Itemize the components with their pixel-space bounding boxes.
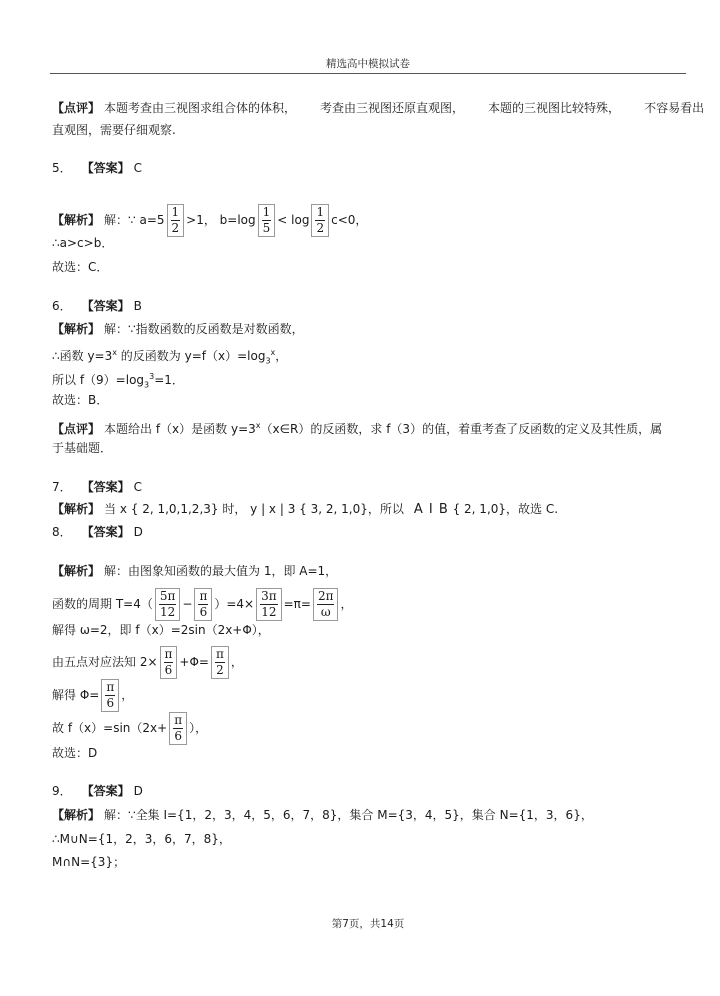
q8-analysis-line3: 解得 ω=2，即 f（x）=2sin（2x+Φ）， (52, 623, 270, 637)
fraction: $\frac{\pi}{6}$ (160, 646, 178, 679)
q6-analysis-line2: ∴函数 $y=3^x$ 的反函数为 $y=f(x)=\log_3^x$， (52, 348, 288, 366)
analysis-tag: 【解析】 (52, 502, 101, 516)
answer-tag: 【答案】 (81, 480, 130, 494)
q5-analysis-line3: 故选：C． (52, 260, 109, 274)
q6-comment-line2: 于基础题． (52, 441, 113, 455)
q5-answer-line: 5． 【答案】 C (52, 161, 143, 175)
q9-answer: D (133, 784, 143, 798)
q7-answer-line: 7． 【答案】 C (52, 480, 143, 494)
q6-comment-line1: 【点评】 本题给出 f（x）是函数 $y=3^x(x\in R)$的反函数，求 f（3）的值，着重考查了反函数的定义及其性质，属 (52, 421, 663, 436)
analysis-tag: 【解析】 (52, 213, 101, 227)
fraction: $\frac{2\pi}{\omega}$ (313, 588, 339, 621)
header-divider (50, 73, 686, 74)
analysis-tag: 【解析】 (52, 564, 101, 578)
q8-analysis-line7: 故选：D (52, 746, 98, 760)
answer-tag: 【答案】 (81, 299, 130, 313)
q8-analysis-line6: 故 f（x）=sin（2x+ $\frac{\pi}{6}$ ）， (52, 713, 208, 743)
q8-analysis-line2: 函数的周期 T=4（ $\frac{5\pi}{12}$ − $\frac{\pi}{6}$ ）=4× $\frac{3\pi}{12}$ =π= $\frac{2\pi}{\omega}$ ， (52, 589, 353, 619)
fraction: $\frac{1}{5}$ (258, 204, 276, 237)
fraction: $\frac{1}{2}$ (167, 204, 185, 237)
comment-tag: 【点评】 (52, 101, 101, 115)
q9-analysis-line1: 【解析】 解：∵全集 I={1，2，3，4，5，6，7，8}，集合 M={3，4，5}，集合 N={1，3，6}， (52, 808, 593, 822)
q9-answer-line: 9． 【答案】 D (52, 784, 143, 798)
page-header: 精选高中模拟试卷 (326, 58, 410, 70)
q7-analysis-line: 【解析】 当 x { 2, 1,0,1,2,3} 时， y | x | 3 { 3, 2, 1,0}，所以 A I B { 2, 1,0}，故选 C. (52, 502, 559, 517)
answer-tag: 【答案】 (81, 161, 130, 175)
q5-answer: C (133, 161, 143, 175)
q4-comment-line2: 直观图，需要仔细观察. (52, 123, 176, 137)
q6-analysis-line4: 故选：B． (52, 393, 109, 407)
fraction: $\frac{\pi}{6}$ (194, 588, 212, 621)
fraction: $\frac{\pi}{2}$ (211, 646, 229, 679)
analysis-tag: 【解析】 (52, 322, 101, 336)
fraction: $\frac{\pi}{6}$ (169, 712, 187, 745)
comment-tag: 【点评】 (52, 422, 101, 436)
q7-answer: C (133, 480, 143, 494)
q6-analysis-line1: 【解析】 解：∵指数函数的反函数是对数函数， (52, 322, 304, 336)
fraction: $\frac{3\pi}{12}$ (256, 588, 282, 621)
q5-analysis-line1: 【解析】 解：∵ a=5 $\frac{1}{2}$ >1， b=log $\frac{1}{5}$ < log $\frac{1}{2}$ c<0， (52, 205, 368, 235)
q6-analysis-line3: 所以 $f(9)=\log_3^3=1$． (52, 372, 184, 390)
q9-analysis-line3: M∩N={3}； (52, 855, 126, 869)
q9-analysis-line2: ∴M∪N={1，2，3，6，7，8}， (52, 832, 231, 846)
fraction: $\frac{1}{2}$ (311, 204, 329, 237)
q4-comment-line1: 【点评】 本题考查由三视图求组合体的体积， 考查由三视图还原直观图， 本题的三视图比较特殊， 不容易看出 (52, 101, 705, 115)
q8-analysis-line5: 解得 Φ= $\frac{\pi}{6}$ ， (52, 680, 134, 710)
answer-tag: 【答案】 (81, 784, 130, 798)
q6-answer: B (133, 299, 142, 313)
q8-analysis-line4: 由五点对应法知 2× $\frac{\pi}{6}$ +Φ= $\frac{\pi}{2}$ ， (52, 647, 243, 677)
answer-tag: 【答案】 (81, 525, 130, 539)
analysis-tag: 【解析】 (52, 808, 101, 822)
q8-analysis-line1: 【解析】 解：由图象知函数的最大值为 1，即 A=1， (52, 564, 338, 578)
page-footer: 第7页，共14页 (331, 918, 405, 930)
q8-answer: D (133, 525, 143, 539)
q5-analysis-line2: ∴a>c>b． (52, 236, 114, 250)
fraction: $\frac{\pi}{6}$ (101, 679, 119, 712)
q6-answer-line: 6． 【答案】 B (52, 299, 142, 313)
fraction: $\frac{5\pi}{12}$ (155, 588, 181, 621)
q8-answer-line: 8． 【答案】 D (52, 525, 143, 539)
